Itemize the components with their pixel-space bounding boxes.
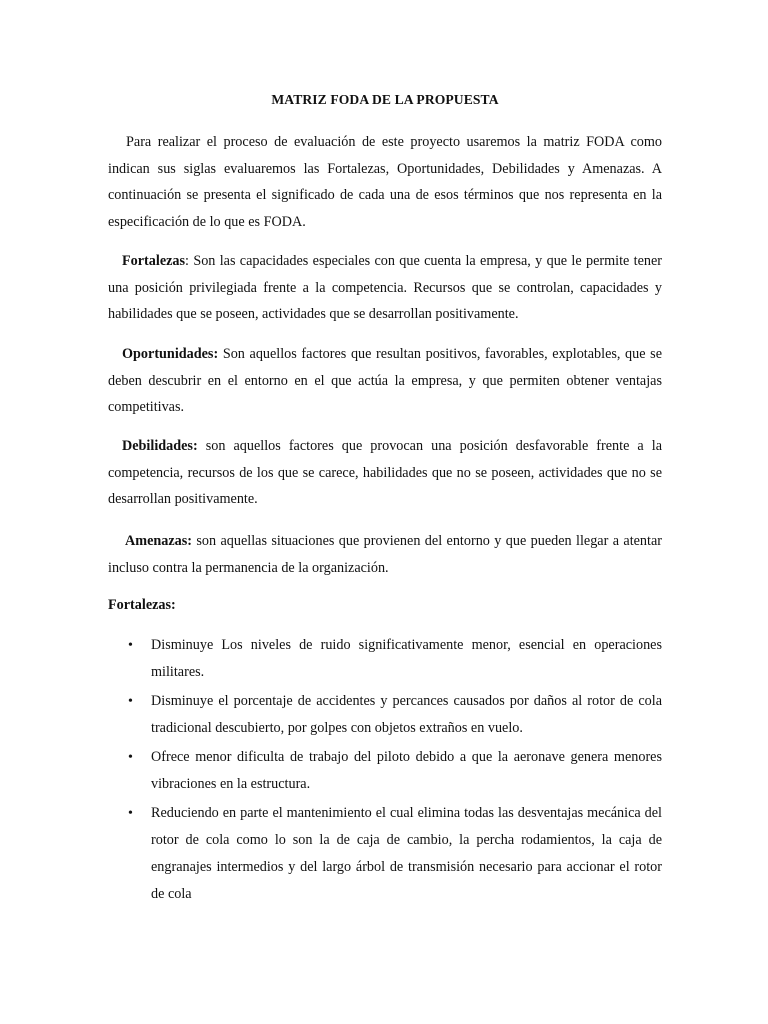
strengths-heading: Fortalezas: (108, 597, 176, 613)
definition-text: son aquellas situaciones que provienen del entorno y que pueden llegar a atentar incluso contra la permanencia de la organización. (108, 533, 662, 576)
definition-term: Amenazas: (125, 533, 192, 549)
definition-separator: : (185, 253, 189, 269)
definition-term: Oportunidades: (122, 346, 219, 362)
definition-text: Son aquellos factores que resultan positivos, favorables, explotables, que se deben descubrir en el entorno en el que actúa la empresa, y que permiten obtener ventajas competitivas. (108, 346, 662, 415)
strengths-list (108, 632, 662, 910)
list-item: • Ofrece menor dificulta de trabajo del piloto debido a que la aeronave genera menores vibraciones en la estructura. (108, 744, 662, 798)
page-title: MATRIZ FODA DE LA PROPUESTA (271, 92, 499, 107)
definition-oportunidades (108, 341, 662, 421)
definition-term: Fortalezas (122, 253, 186, 269)
list-item: • Disminuye el porcentaje de accidentes y percances causados por daños al rotor de cola tradicional descubierto, por golpes con objetos extraños en vuelo. (108, 688, 662, 742)
list-item: • Reduciendo en parte el mantenimiento el cual elimina todas las desventajas mecánica del rotor de cola como lo son la de caja de cambio, la percha rodamientos, la caja de engranajes intermedios y del largo árbol de transmisión necesario para accionar el rotor de cola (108, 800, 662, 908)
definition-text: Son las capacidades especiales con que cuenta la empresa, y que le permite tener una posición privilegiada frente a la competencia. Recursos que se controlan, capacidades y habilidades que se poseen, actividades que se desarrollan positivamente. (108, 253, 662, 322)
definition-amenazas (108, 528, 662, 581)
intro-paragraph: Para realizar el proceso de evaluación de este proyecto usaremos la matriz FODA como indican sus siglas evaluaremos las Fortalezas, Oportunidades, Debilidades y Amenazas. A continuación se presenta el significado de cada una de esos términos que nos representa en la especificación de lo que es FODA. (108, 134, 662, 230)
definition-fortalezas (108, 248, 662, 328)
definition-debilidades (108, 433, 662, 513)
list-item: • Disminuye Los niveles de ruido significativamente menor, esencial en operaciones militares. (108, 632, 662, 686)
definition-text: son aquellos factores que provocan una posición desfavorable frente a la competencia, recursos de los que se carece, habilidades que no se poseen, actividades que no se desarrollan positivamente. (108, 438, 662, 507)
definition-term: Debilidades: (122, 438, 198, 454)
